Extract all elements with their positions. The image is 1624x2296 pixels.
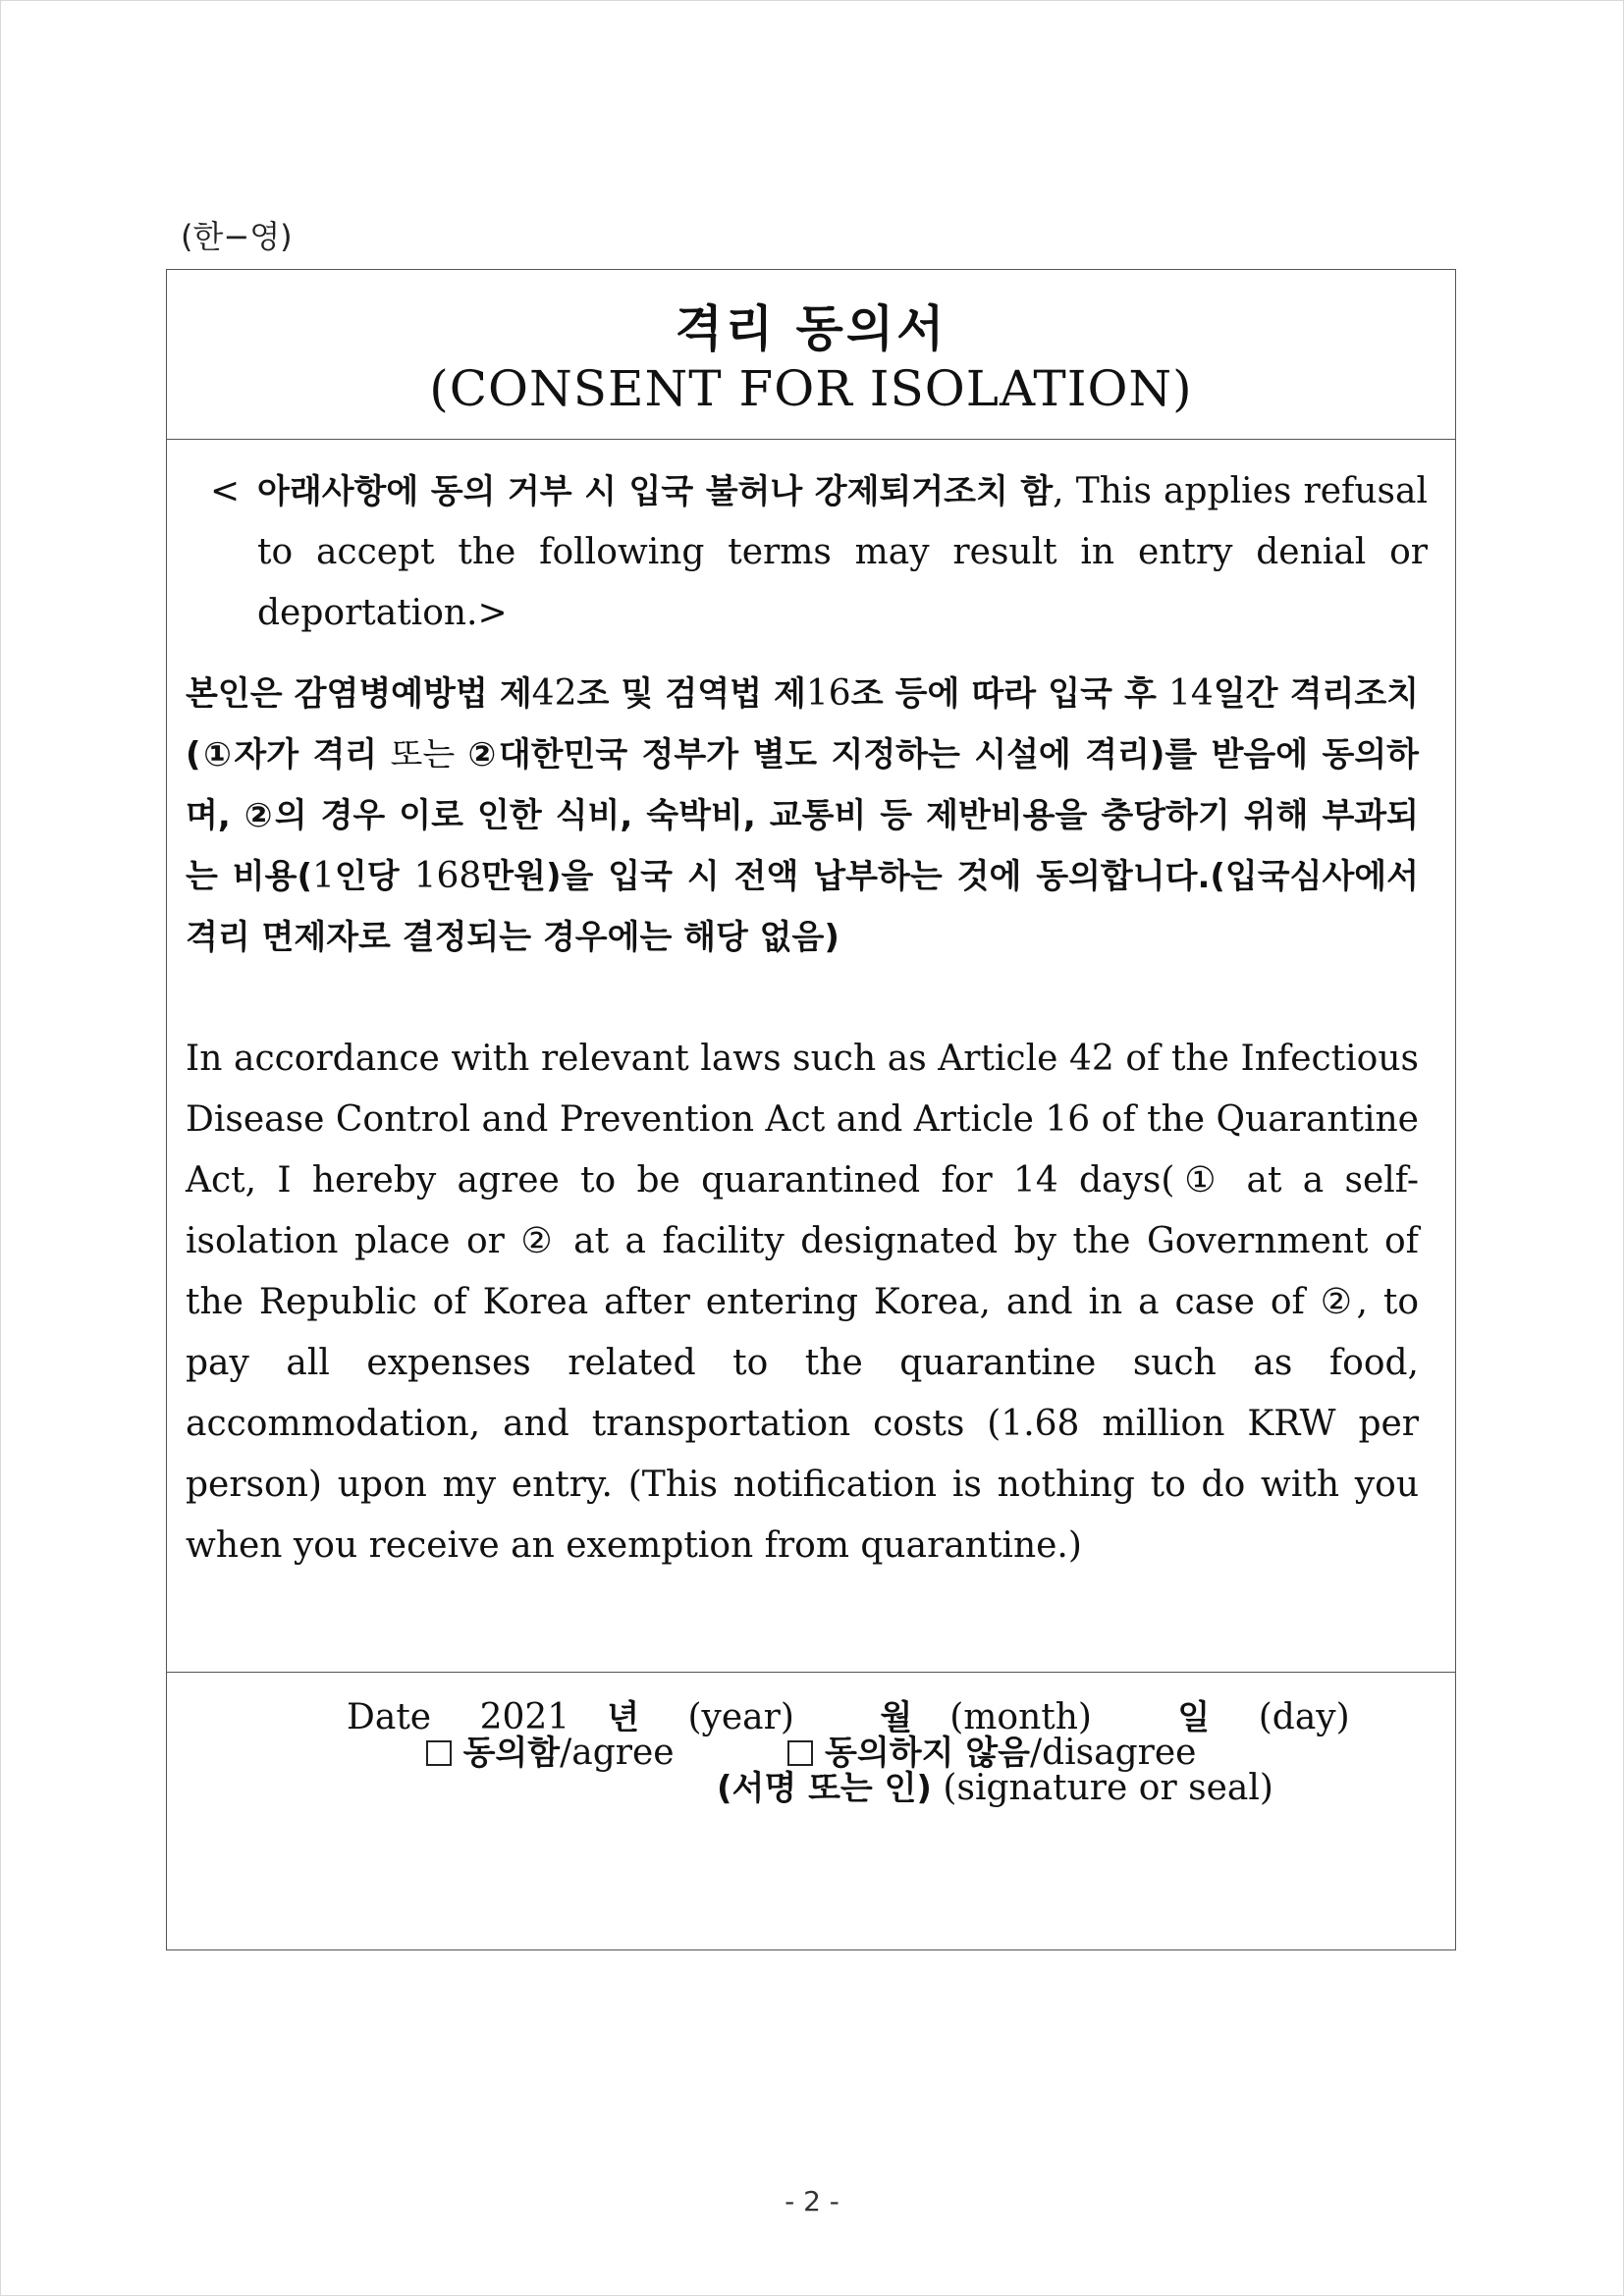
kp-number-16: 16 [805, 673, 851, 714]
date-day-field[interactable] [1177, 1697, 1386, 1737]
notice-korean: 아래사항에 동의 거부 시 입국 불허나 강제퇴거조치 함 [257, 472, 1054, 511]
year-value: 2021 [479, 1697, 570, 1737]
english-consent-paragraph: In accordance with relevant laws such as Article 42 of the Infectious Disease Control and Prevention Act and Article 16 of the Quarantine Act, I hereby agree to be quarantined for 14 days(① at a self-isolation place or ② at a facility designated by the Government of the Republic of Korea after entering Korea, and in a case of ②, to pay all expenses related to the quarantine such as food, accommodation, and transportation costs (1.68 million KRW per person) upon my entry. (This notification is nothing to do with you when you receive an exemption from quarantine.) [186, 1039, 1419, 1566]
notice-text [257, 461, 1428, 644]
kp-text-7: 이로 인한 식비, 숙박비, 교통비 등 제반비용을 충당하기 위해 부과되는 비용( [186, 796, 1419, 896]
kp-number-168: 168 [413, 856, 482, 896]
day-label-korean: 일 [1177, 1698, 1211, 1737]
date-label: Date [347, 1697, 432, 1737]
kp-option-1: ①자가 격리 [200, 735, 378, 774]
kp-text-1: 본인은 감염병예방법 제 [186, 674, 532, 714]
title-section [167, 270, 1455, 440]
notice-prefix: < [210, 471, 241, 511]
agree-label-korean: 동의함 [462, 1734, 561, 1773]
language-tag: (한−영) [181, 218, 293, 255]
disagree-label-korean: 동의하지 않음 [825, 1734, 1030, 1773]
korean-consent-paragraph [186, 664, 1419, 968]
signature-row[interactable] [717, 1761, 1273, 1809]
signature-label-korean: (서명 또는 인) [717, 1769, 932, 1808]
kp-number-1: 1 [312, 856, 335, 896]
agree-label-english: /agree [560, 1733, 675, 1773]
kp-text-8: 인당 [334, 857, 414, 896]
kp-text-5: 또는 [377, 735, 468, 774]
kp-text-4: 일간 격리조치( [186, 674, 1420, 774]
kp-option-2-case: ②의 경우 [244, 796, 386, 835]
signature-label-english: (signature or seal) [931, 1768, 1273, 1808]
kp-text-2: 조 및 검역법 제 [576, 674, 806, 714]
disagree-label-english: /disagree [1029, 1733, 1197, 1773]
date-row [347, 1690, 1425, 1738]
month-label-english: (month) [949, 1697, 1092, 1737]
title-korean: 격리 동의서 [675, 300, 947, 357]
kp-option-2: ②대한민국 정부가 별도 지정하는 시설에 격리 [467, 735, 1150, 774]
date-year-field[interactable] [480, 1697, 832, 1737]
kp-text-6: )를 받음에 동의하며, [186, 735, 1420, 835]
kp-number-42: 42 [531, 673, 577, 714]
date-month-field[interactable] [880, 1697, 1129, 1737]
kp-text-9: 만원)을 입국 시 전액 납부하는 것에 동의합니다.(입국심사에서 격리 면제자로 결정되는 경우에는 해당 없음) [186, 857, 1419, 957]
month-label-korean: 월 [880, 1698, 913, 1737]
kp-text-3: 조 등에 따라 입국 후 [850, 674, 1169, 714]
year-label-english: (year) [677, 1697, 794, 1737]
notice [210, 461, 1428, 644]
kp-number-14: 14 [1168, 673, 1214, 714]
date-signature-section [167, 1673, 1455, 1951]
day-label-english: (day) [1247, 1697, 1350, 1737]
page-number: - 2 - [785, 2185, 839, 2217]
year-label-korean: 년 [607, 1698, 640, 1737]
title-english: (CONSENT FOR ISOLATION) [429, 360, 1193, 417]
consent-form [166, 269, 1456, 1950]
notice-english: , This applies refusal to accept the following terms may result in entry denial or deportation.> [257, 471, 1428, 633]
